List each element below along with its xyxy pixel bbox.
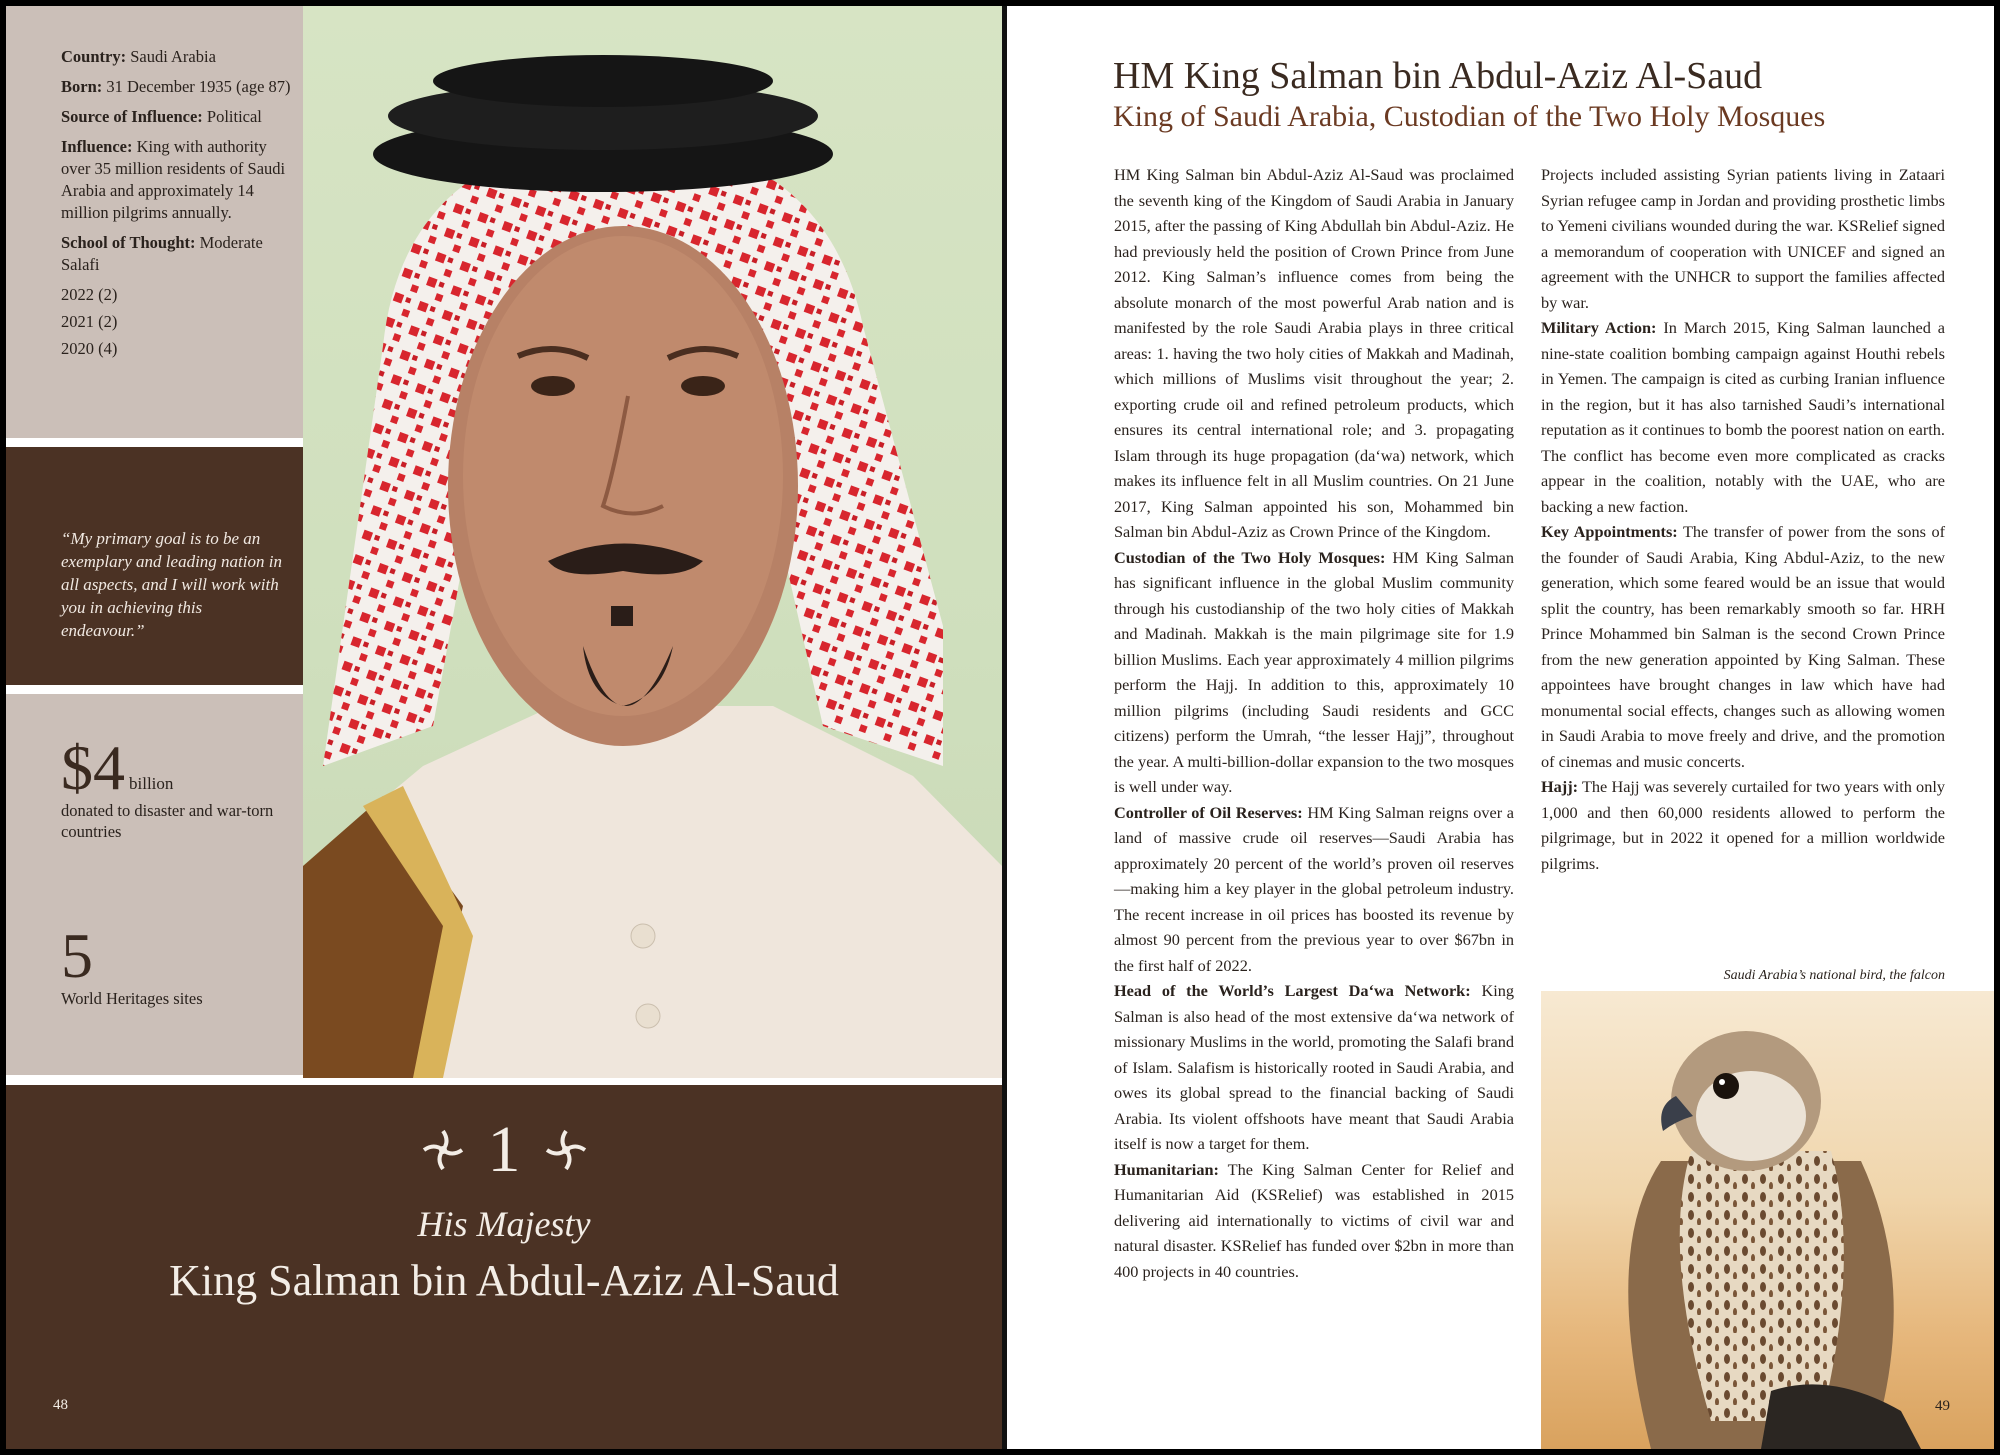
person-name: King Salman bin Abdul-Aziz Al-Saud	[169, 1256, 839, 1305]
paragraph: HM King Salman bin Abdul-Aziz Al-Saud was proclaimed the seventh king of the Kingdom of Saudi Arabia in January 2015, after the passing of King Abdullah bin Abdul-Aziz. He had previously held the position of Crown Prince from June 2012. King Salman’s influence comes from being the absolute monarch of the most powerful Arab nation and is manifested by the role Saudi Arabia plays in three critical areas: 1. having the two holy cities of Makkah and Madinah, which millions of Muslims visit throughout the year; 2. exporting crude oil and refined petroleum products, which ensures its central international role; and 3. propagating Islam through its huge propagation (da‘wa) network, which makes its influence felt in all Muslim countries. On 21 June 2017, King Salman appointed his son, Mohammed bin Salman bin Abdul-Aziz as Crown Prince of the Kingdom.	[1114, 165, 1514, 541]
past-rank: 2020 (4)	[61, 339, 118, 358]
article-title: HM King Salman bin Abdul-Aziz Al-Saud	[1113, 55, 1763, 97]
born-row: Born: 31 December 1935 (age 87)	[61, 77, 291, 96]
rank-number: 1	[487, 1113, 521, 1186]
photo-caption: Saudi Arabia’s national bird, the falcon	[1723, 968, 1945, 983]
article-column-2	[1541, 162, 1945, 876]
ornament-left-icon	[420, 1127, 466, 1173]
paragraph: Key Appointments: The transfer of power from the sons of the founder of Saudi Arabia, King Abdul-Aziz, to the new generation, which some feared would be an issue that would split the country, has been remarkably smooth so far. HRH Prince Mohammed bin Salman is the second Crown Prince from the new generation appointed by King Salman. These appointees have brought changes in law which have had monumental social effects, changes such as allowing women in Saudi Arabia to move freely and drive, and the promotion of cinemas and music concerts.	[1541, 522, 1946, 771]
paragraph-heading: Military Action:	[1541, 318, 1657, 337]
stat-donations	[61, 732, 296, 842]
rank-row	[6, 1115, 1002, 1185]
stat-unit: billion	[129, 774, 174, 793]
stat-label: donated to disaster and war-torn countries	[61, 801, 274, 841]
paragraph: Controller of Oil Reserves: HM King Salman reigns over a land of massive crude oil reserves—Saudi Arabia has approximately 20 percent of the world’s proven oil reserves—making him a key player in the global petroleum industry. The recent increase in oil prices has boosted its revenue by almost 90 percent from the previous year to over $67bn in the first half of 2022.	[1114, 802, 1514, 975]
paragraph: Projects included assisting Syrian patients living in Zataari Syrian refugee camp in Jordan and providing prosthetic limbs to Yemeni civilians wounded during the war. KSRelief signed a memorandum of cooperation with UNICEF and signed an agreement with the UNHCR to support the families affected by war.	[1541, 165, 1945, 312]
stat-number: 5	[61, 920, 93, 991]
left-page	[6, 6, 1002, 1449]
paragraph: Head of the World’s Largest Da‘wa Network: King Salman is also head of the most extensive da‘wa network of missionary Muslims in the world, promoting the Salafi brand of Islam. Salafism is historically rooted in Saudi Arabia, and owes its global spread to the financial backing of Saudi Arabia. Its violent offshoots have meant that Saudi Arabia itself is now a target for them.	[1114, 981, 1514, 1153]
paragraph-heading: Head of the World’s Largest Da‘wa Network:	[1114, 981, 1471, 1000]
quote-text: “My primary goal is to be an exemplary and leading nation in all aspects, and I will work with you in achieving this endeavour.”	[61, 529, 282, 640]
stat-label: World Heritages sites	[61, 989, 203, 1008]
quote-box	[6, 447, 303, 685]
profile-info-box	[6, 6, 303, 438]
paragraph: Military Action: In March 2015, King Salman launched a nine-state coalition bombing campaign against Houthi rebels in Yemen. The campaign is cited as curbing Iranian influence in the region, but it has also tarnished Saudi’s international reputation as it continues to bomb the poorest nation on earth. The conflict has become even more complicated as cracks appear in the coalition, notably with the UAE, who are backing a new faction.	[1541, 318, 1946, 516]
paragraph-heading: Controller of Oil Reserves:	[1114, 802, 1303, 822]
past-rank: 2022 (2)	[61, 285, 118, 304]
paragraph-heading: Humanitarian:	[1114, 1159, 1219, 1179]
paragraph-heading: Custodian of the Two Holy Mosques:	[1114, 547, 1386, 567]
king-portrait-photo	[303, 6, 1002, 1078]
past-rank: 2021 (2)	[61, 312, 118, 331]
paragraph-heading: Hajj:	[1541, 777, 1579, 796]
paragraph: Hajj: The Hajj was severely curtailed for two years with only 1,000 and then 60,000 residents allowed to perform the pilgrimage, but in 2022 it opened for a million worldwide pilgrims.	[1541, 777, 1946, 873]
stat-heritage-sites	[61, 920, 296, 1009]
source-row: Source of Influence: Political	[61, 107, 262, 126]
ornament-right-icon	[543, 1127, 589, 1173]
paragraph: Custodian of the Two Holy Mosques: HM King Salman has significant influence in the global Muslim community through his custodianship of the two holy cities of Makkah and Madinah. Makkah is the main pilgrimage site for 1.9 billion Muslims. Each year approximately 4 million pilgrims perform the Hajj. In addition to this, approximately 10 million pilgrims (including Saudi residents and GCC citizens) perform the Umrah, “the lesser Hajj”, throughout the year. A multi-billion-dollar expansion to the two mosques is well under way.	[1114, 547, 1514, 796]
falcon-illustration	[1541, 991, 1994, 1449]
honorific: His Majesty	[417, 1204, 591, 1244]
stat-number: $4	[61, 732, 125, 803]
magazine-spread	[6, 6, 1994, 1449]
article-subtitle: King of Saudi Arabia, Custodian of the Two Holy Mosques	[1113, 100, 1826, 133]
school-row: School of Thought: Moderate Salafi	[61, 233, 263, 274]
portrait-illustration	[303, 6, 1002, 1078]
stats-box	[6, 694, 303, 1075]
right-page	[1007, 6, 1994, 1449]
page-number-left: 48	[53, 1397, 68, 1413]
page-number-right: 49	[1935, 1398, 1950, 1414]
paragraph: Humanitarian: The King Salman Center for Relief and Humanitarian Aid (KSRelief) was established in 2015 delivering aid internationally to victims of civil war and natural disaster. KSRelief has funded over $2bn in more than 400 projects in 40 countries.	[1114, 1159, 1514, 1281]
article-column-1	[1114, 162, 1514, 1284]
country-row: Country: Saudi Arabia	[61, 47, 216, 66]
falcon-photo	[1541, 991, 1994, 1449]
title-band	[6, 1085, 1002, 1449]
paragraph-heading: Key Appointments:	[1541, 522, 1678, 541]
influence-row: Influence: King with authority over 35 million residents of Saudi Arabia and approximately 14 million pilgrims annually.	[61, 137, 286, 222]
